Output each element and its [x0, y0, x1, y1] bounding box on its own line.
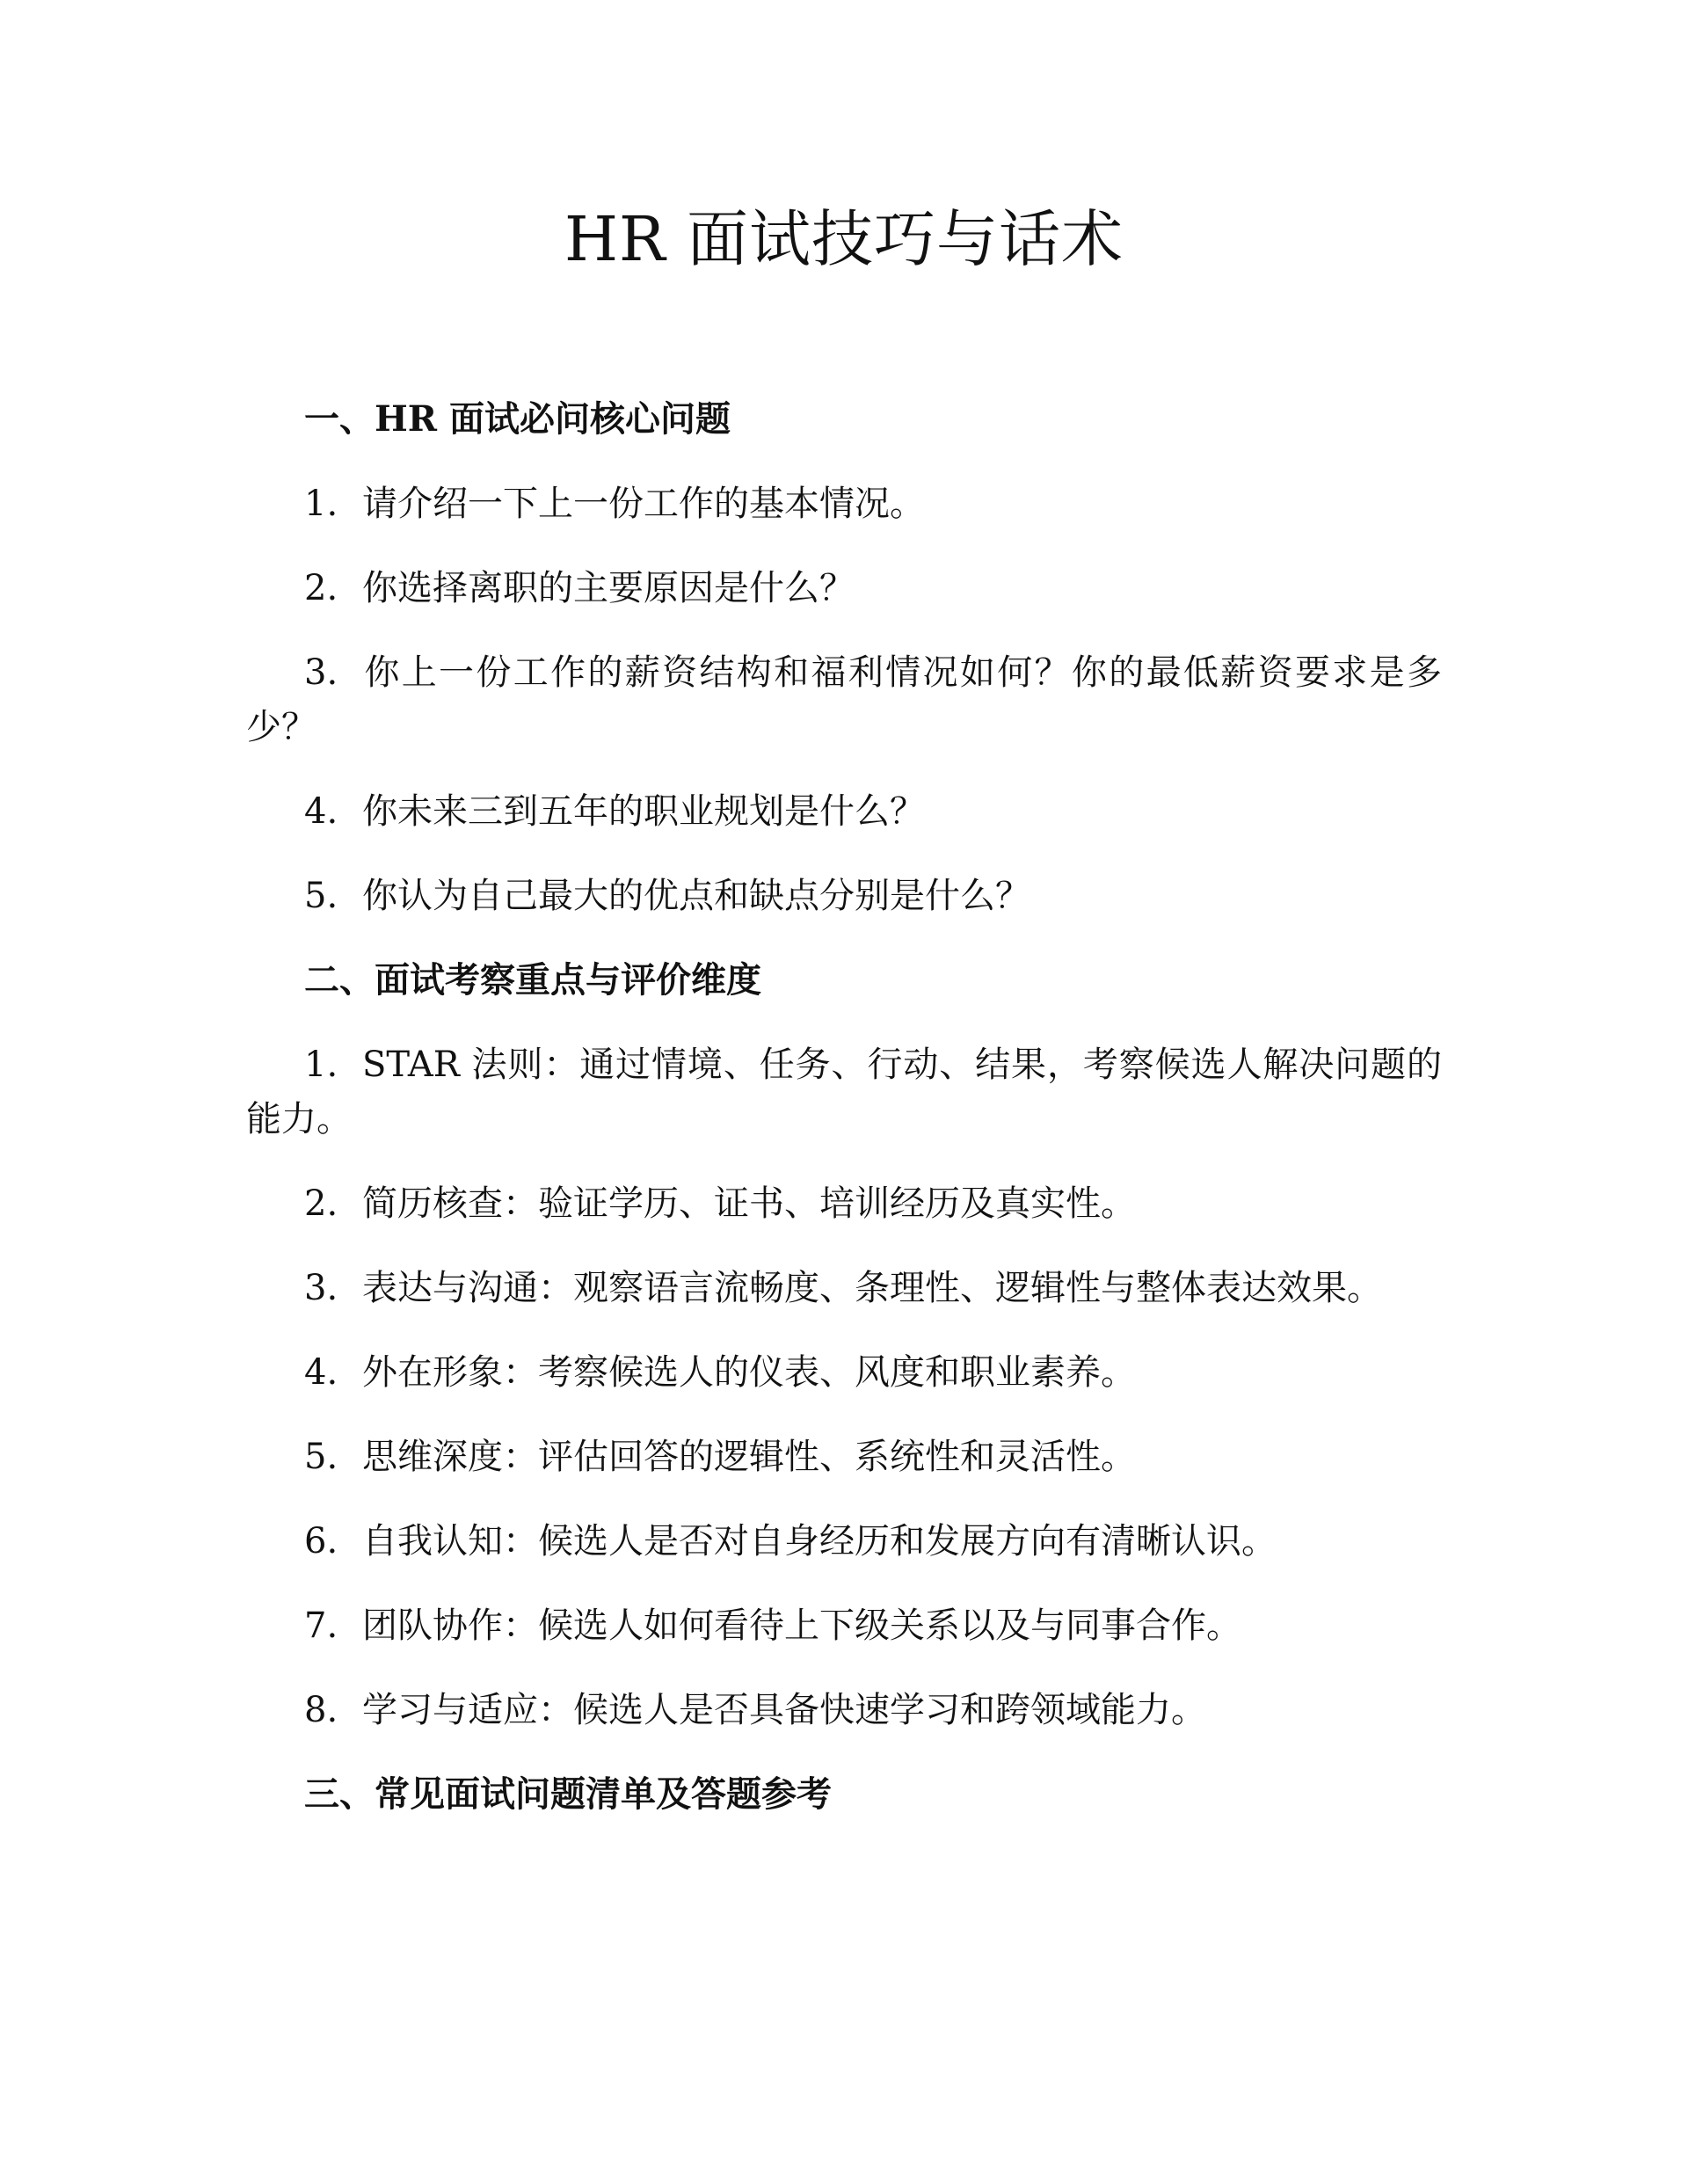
item-number: 5.: [304, 876, 338, 916]
item-number: 6.: [304, 1521, 338, 1562]
section-common-questions: [246, 1767, 1442, 1822]
item-text: 你选择离职的主要原因是什么？: [362, 568, 855, 608]
item-number: 8.: [304, 1690, 338, 1730]
list-item: [246, 869, 1442, 923]
item-text: 简历核查：验证学历、证书、培训经历及真实性。: [362, 1183, 1136, 1224]
list-item: [246, 561, 1442, 615]
item-text: 团队协作：候选人如何看待上下级关系以及与同事合作。: [362, 1605, 1241, 1646]
item-number: 1.: [304, 484, 338, 524]
section-core-questions: [246, 392, 1442, 923]
list-item: [246, 645, 1442, 754]
list-item: [246, 1430, 1442, 1484]
item-number: 3.: [304, 1268, 338, 1308]
list-item: [246, 477, 1442, 531]
list-item: [246, 784, 1442, 839]
list-item: [246, 1514, 1442, 1569]
item-number: 2.: [304, 568, 338, 608]
item-text: STAR 法则：通过情境、任务、行动、结果，考察候选人解决问题的能力。: [246, 1045, 1442, 1139]
document-title: HR 面试技巧与话术: [564, 203, 1124, 275]
item-text: 你上一份工作的薪资结构和福利情况如何？你的最低薪资要求是多少？: [246, 652, 1442, 747]
section-evaluation-dimensions: [246, 953, 1442, 1737]
item-text: 自我认知：候选人是否对自身经历和发展方向有清晰认识。: [362, 1521, 1277, 1562]
item-text: 请介绍一下上一份工作的基本情况。: [362, 484, 925, 524]
list-item: [246, 1683, 1442, 1737]
list-item: [246, 1176, 1442, 1231]
list-item: [246, 1037, 1442, 1147]
section-heading: 二、面试考察重点与评价维度: [304, 959, 761, 1001]
item-number: 4.: [304, 1352, 338, 1393]
item-text: 思维深度：评估回答的逻辑性、系统性和灵活性。: [362, 1437, 1136, 1477]
item-number: 7.: [304, 1605, 338, 1646]
item-text: 学习与适应：候选人是否具备快速学习和跨领域能力。: [362, 1690, 1206, 1730]
item-number: 5.: [304, 1437, 338, 1477]
list-item: [246, 1345, 1442, 1400]
item-text: 你未来三到五年的职业规划是什么？: [362, 791, 925, 832]
item-text: 表达与沟通：观察语言流畅度、条理性、逻辑性与整体表达效果。: [362, 1268, 1382, 1308]
document-body: [246, 392, 1442, 1852]
item-text: 外在形象：考察候选人的仪表、风度和职业素养。: [362, 1352, 1136, 1393]
item-number: 4.: [304, 791, 338, 832]
item-text: 你认为自己最大的优点和缺点分别是什么？: [362, 876, 1030, 916]
section-heading: 一、HR 面试必问核心问题: [304, 398, 731, 440]
list-item: [246, 1261, 1442, 1315]
list-item: [246, 1598, 1442, 1653]
item-number: 2.: [304, 1183, 338, 1224]
section-heading: 三、常见面试问题清单及答题参考: [304, 1773, 832, 1815]
item-number: 3.: [304, 652, 338, 693]
item-number: 1.: [304, 1045, 338, 1085]
